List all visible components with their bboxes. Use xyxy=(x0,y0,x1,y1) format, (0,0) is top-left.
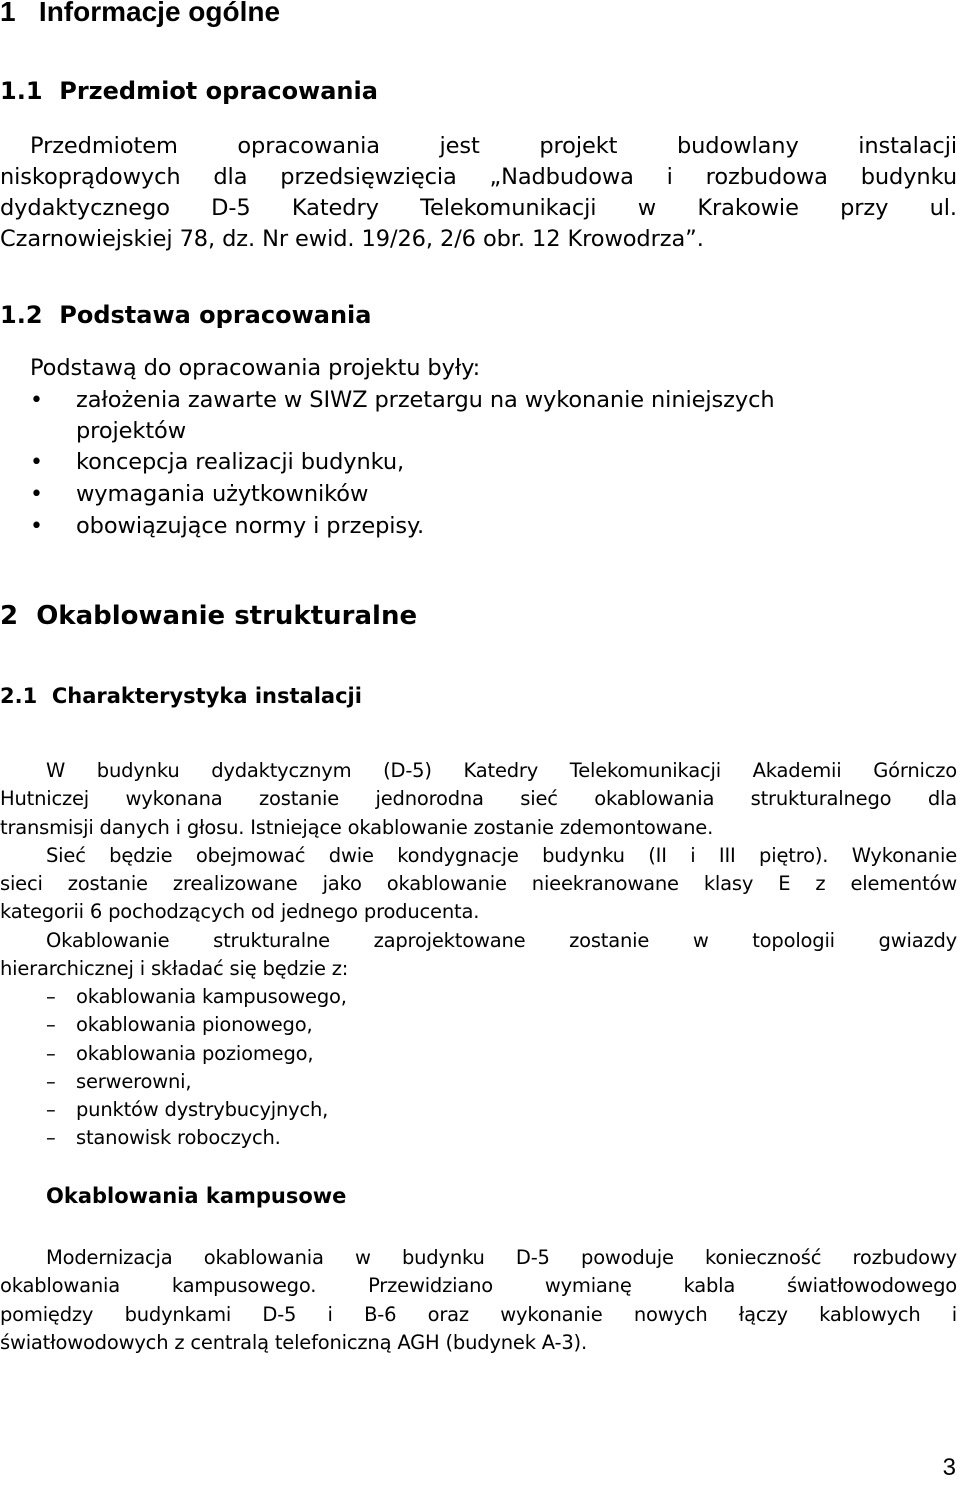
section-number: 1.1 xyxy=(0,77,43,105)
campus-cabling-heading: Okablowania kampusowe xyxy=(46,1184,347,1208)
heading-1-number: 1 xyxy=(0,0,16,27)
bullet-icon: • xyxy=(30,450,43,475)
dash-icon: – xyxy=(46,985,56,1008)
section-1-2-heading xyxy=(0,301,371,329)
paragraph-line: W budynku dydaktycznym (D-5) Katedry Telekomunikacji Akademii Górniczo xyxy=(46,759,957,782)
heading-1 xyxy=(0,0,280,28)
list-item-text: serwerowni, xyxy=(76,1069,192,1093)
list-item xyxy=(46,1011,746,1039)
section-number: 1.2 xyxy=(0,301,43,329)
section-title: Charakterystyka instalacji xyxy=(51,684,362,708)
paragraph-line: kategorii 6 pochodzących od jednego producenta. xyxy=(0,900,480,924)
section-1-1-heading xyxy=(0,77,378,105)
section-title: Podstawa opracowania xyxy=(59,301,372,329)
dash-icon: – xyxy=(46,1069,56,1093)
heading-2-text: Okablowanie strukturalne xyxy=(36,601,418,631)
bullet-icon: • xyxy=(30,388,43,413)
list-item-text: okablowania pionowego, xyxy=(76,1013,313,1037)
list-item-text: obowiązujące normy i przepisy. xyxy=(76,513,425,539)
list-item-text: okablowania kampusowego, xyxy=(76,985,347,1008)
paragraph-line: pomiędzy budynkami D-5 i B-6 oraz wykonanie nowych łączy kablowych i xyxy=(0,1302,957,1326)
list-item xyxy=(46,1068,746,1096)
paragraph-line: Przedmiotem opracowania jest projekt budowlany instalacji xyxy=(30,133,957,159)
paragraph-line: transmisji danych i głosu. Istniejące okablowanie zostanie zdemontowane. xyxy=(0,815,714,839)
dash-icon: – xyxy=(46,1098,56,1122)
paragraph-line: Sieć będzie obejmować dwie kondygnacje budynku (II i III piętro). Wykonanie xyxy=(46,843,957,867)
campus-cabling-paragraph xyxy=(0,1244,957,1357)
list-item xyxy=(46,983,746,1011)
dash-icon: – xyxy=(46,1126,56,1150)
paragraph-line: Modernizacja okablowania w budynku D-5 powoduje konieczność rozbudowy xyxy=(46,1246,957,1269)
heading-2-number: 2 xyxy=(0,601,19,631)
requirements-bullet-list xyxy=(0,385,900,543)
list-item-text-continued: projektów xyxy=(76,418,187,444)
section-1-2-intro: Podstawą do opracowania projektu były: xyxy=(30,355,481,381)
list-item-text: stanowisk roboczych. xyxy=(76,1126,281,1150)
bullet-icon: • xyxy=(30,482,43,507)
list-item-text: koncepcja realizacji budynku, xyxy=(76,449,405,475)
section-2-1-heading xyxy=(0,684,362,708)
list-item xyxy=(0,385,900,447)
dash-icon: – xyxy=(46,1041,56,1065)
list-item-text: wymagania użytkowników xyxy=(76,481,369,507)
paragraph-line: niskoprądowych dla przedsięwzięcia „Nadbudowa i rozbudowa budynku xyxy=(0,164,957,190)
heading-1-text: Informacje ogólne xyxy=(38,0,281,27)
dash-icon: – xyxy=(46,1013,56,1037)
list-item xyxy=(46,1124,746,1152)
section-1-1-paragraph xyxy=(0,131,957,255)
paragraph-line: światłowodowych z centralą telefoniczną AGH (budynek A-3). xyxy=(0,1330,587,1354)
list-item xyxy=(0,447,900,479)
list-item xyxy=(46,1040,746,1068)
paragraph-line: hierarchicznej i składać się będzie z: xyxy=(0,957,349,981)
list-item xyxy=(0,511,900,543)
section-number: 2.1 xyxy=(0,684,38,708)
paragraph-line: sieci zostanie zrealizowane jako okablowanie nieekranowane klasy E z elementów xyxy=(0,872,957,896)
list-item xyxy=(46,1096,746,1124)
paragraph-line: Czarnowiejskiej 78, dz. Nr ewid. 19/26, 2/6 obr. 12 Krowodrza”. xyxy=(0,226,704,252)
list-item-text: punktów dystrybucyjnych, xyxy=(76,1098,329,1122)
list-item xyxy=(0,479,900,511)
paragraph-line: Okablowanie strukturalne zaprojektowane zostanie w topologii gwiazdy xyxy=(46,928,957,952)
paragraph-line: Hutniczej wykonana zostanie jednorodna sieć okablowania strukturalnego dla xyxy=(0,787,957,811)
page-number: 3 xyxy=(942,1454,956,1481)
paragraph-line: dydaktycznego D-5 Katedry Telekomunikacji w Krakowie przy ul. xyxy=(0,195,957,221)
cabling-components-list xyxy=(46,983,746,1153)
list-item-text: okablowania poziomego, xyxy=(76,1041,314,1065)
paragraph-line: okablowania kampusowego. Przewidziano wymianę kabla światłowodowego xyxy=(0,1274,957,1298)
section-2-1-body xyxy=(0,757,957,983)
section-title: Przedmiot opracowania xyxy=(59,77,378,105)
heading-2 xyxy=(0,601,417,631)
list-item-text: założenia zawarte w SIWZ przetargu na wykonanie niniejszych xyxy=(76,387,775,413)
bullet-icon: • xyxy=(30,514,43,539)
